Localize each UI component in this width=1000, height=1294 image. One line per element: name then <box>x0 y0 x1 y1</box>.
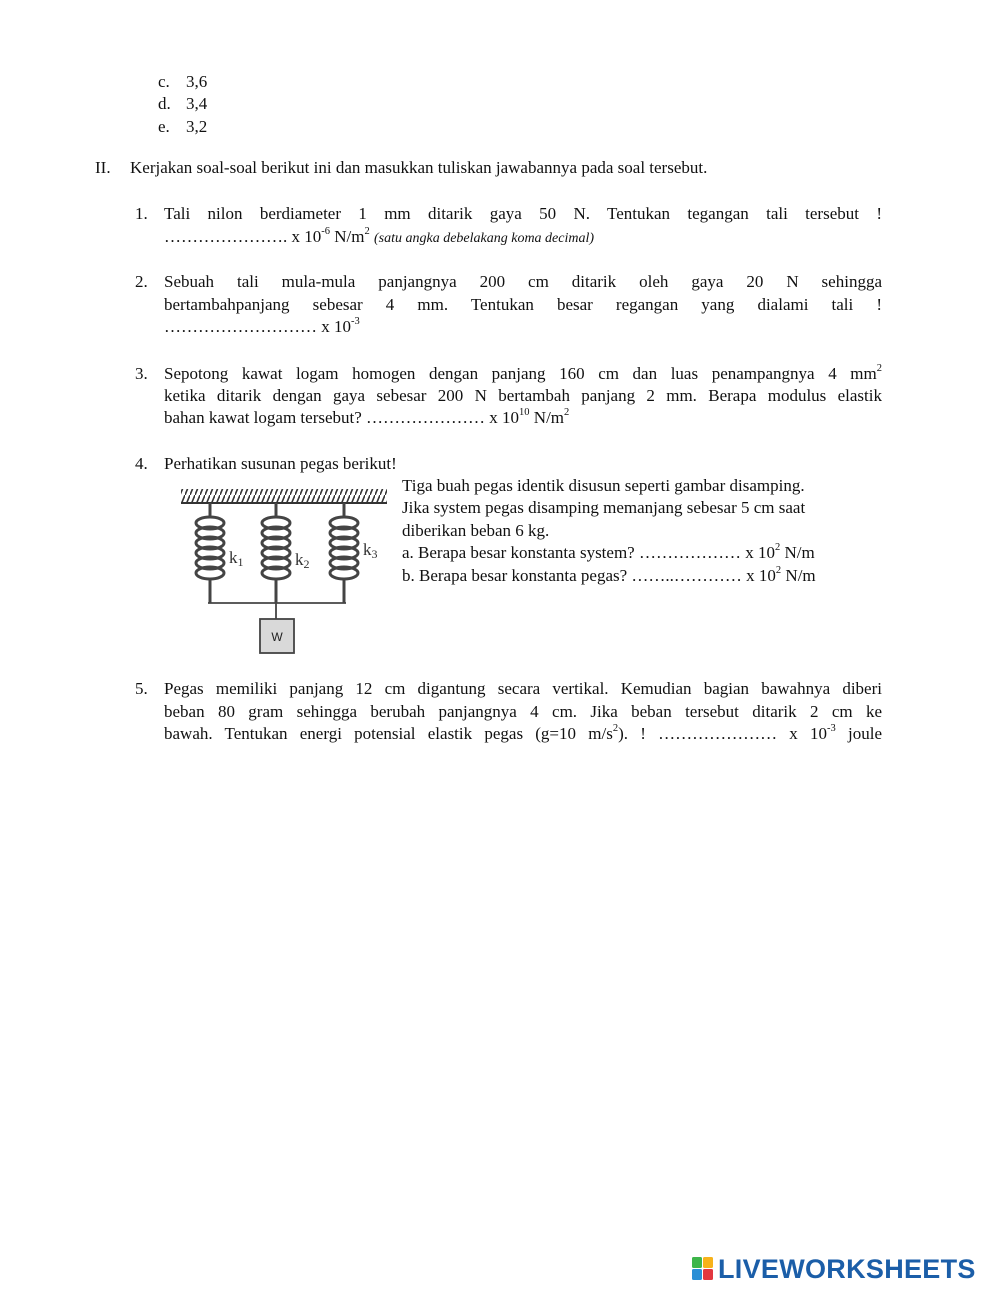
spring-k1 <box>196 503 224 603</box>
question-number: 1. <box>135 204 148 223</box>
option-letter: d. <box>158 94 171 113</box>
section-numeral: II. <box>95 158 111 177</box>
q5-text-2: beban 80 gram sehingga berubah panjangnya 4 cm. Jika beban tersebut ditarik 2 cm ke <box>164 702 882 721</box>
question-number: 2. <box>135 272 148 291</box>
option-value: 3,2 <box>186 117 208 136</box>
q2-text-2: bertambahpanjang sebesar 4 mm. Tentukan besar regangan yang dialami tali ! <box>164 295 882 314</box>
spring-system-figure <box>175 483 395 663</box>
answer-blank: ……………………… x 10 <box>164 317 351 336</box>
answer-blank: ). ! ………………… x 10 <box>618 724 828 743</box>
q4-desc-1: Tiga buah pegas identik disusun seperti gambar disamping. <box>402 476 805 495</box>
logo-icon <box>692 1257 714 1281</box>
label-k2: k2 <box>295 550 310 571</box>
q1-text: Tali nilon berdiameter 1 mm ditarik gaya 50 N. Tentukan tegangan tali tersebut ! <box>164 204 882 223</box>
label-k1: k1 <box>229 548 244 569</box>
option-d <box>158 93 238 116</box>
option-letter: c. <box>158 72 170 91</box>
q3-answer-line[interactable]: bahan kawat logam tersebut? ………………… x $10^{10}$ $N/m^2$ <box>164 407 570 427</box>
option-e <box>158 116 238 139</box>
answer-blank: bahan kawat logam tersebut? ………………… x 10 <box>164 408 520 427</box>
option-value: 3,6 <box>186 72 208 91</box>
q3-text-2: ketika ditarik dengan gaya sebesar 200 N bertambah panjang 2 mm. Berapa modulus elastik <box>164 386 882 405</box>
answer-blank: …………………. x 10 <box>164 227 322 246</box>
question-number: 4. <box>135 454 148 473</box>
q4-title: Perhatikan susunan pegas berikut! <box>164 454 397 473</box>
q1-answer-line[interactable]: …………………. x $10^{-6}$ $N/m^2$ (satu angka debelakang koma decimal) <box>164 226 595 246</box>
question-number: 3. <box>135 364 148 383</box>
q5-answer-line[interactable]: bawah. Tentukan energi potensial elastik pegas (g=10 $m/s^2$). ! ………………… x $10^{-3}$ joule <box>164 723 882 743</box>
q3-text-1: Sepotong kawat logam homogen dengan panjang 160 cm dan luas penampangnya 4 $mm^2$ <box>164 363 882 383</box>
label-k3: k3 <box>363 540 378 561</box>
q4a-answer-line[interactable]: a. Berapa besar konstanta system? ……………… x $10^2$ N/m <box>402 542 815 562</box>
logo-text: LIVEWORKSHEETS <box>718 1253 976 1284</box>
spring-k3 <box>330 503 358 603</box>
liveworksheets-logo[interactable] <box>692 1253 976 1284</box>
weight-label: W <box>271 630 283 644</box>
answer-blank: b. Berapa besar konstanta pegas? ……..………… x 10 <box>402 566 776 585</box>
option-value: 3,4 <box>186 94 208 113</box>
q1-note: (satu angka debelakang koma decimal) <box>373 231 595 246</box>
q4b-answer-line[interactable]: b. Berapa besar konstanta pegas? ……..………… x $10^2$ N/m <box>402 565 816 585</box>
q5-text-1: Pegas memiliki panjang 12 cm digantung secara vertikal. Kemudian bagian bawahnya diberi <box>164 679 882 698</box>
spring-k2 <box>262 503 290 603</box>
question-number: 5. <box>135 679 148 698</box>
answer-blank: a. Berapa besar konstanta system? ……………… x 10 <box>402 543 775 562</box>
ceiling <box>181 489 387 503</box>
q4-desc-3: diberikan beban 6 kg. <box>402 521 550 540</box>
q2-answer-line[interactable]: ……………………… x $10^{-3}$ <box>164 316 360 336</box>
section-instruction: Kerjakan soal-soal berikut ini dan masukkan tuliskan jawabannya pada soal tersebut. <box>130 158 708 177</box>
option-letter: e. <box>158 117 170 136</box>
q2-text-1: Sebuah tali mula-mula panjangnya 200 cm ditarik oleh gaya 20 N sehingga <box>164 272 882 291</box>
option-c <box>158 71 238 94</box>
q4-desc-2: Jika system pegas disamping memanjang sebesar 5 cm saat <box>402 498 806 517</box>
